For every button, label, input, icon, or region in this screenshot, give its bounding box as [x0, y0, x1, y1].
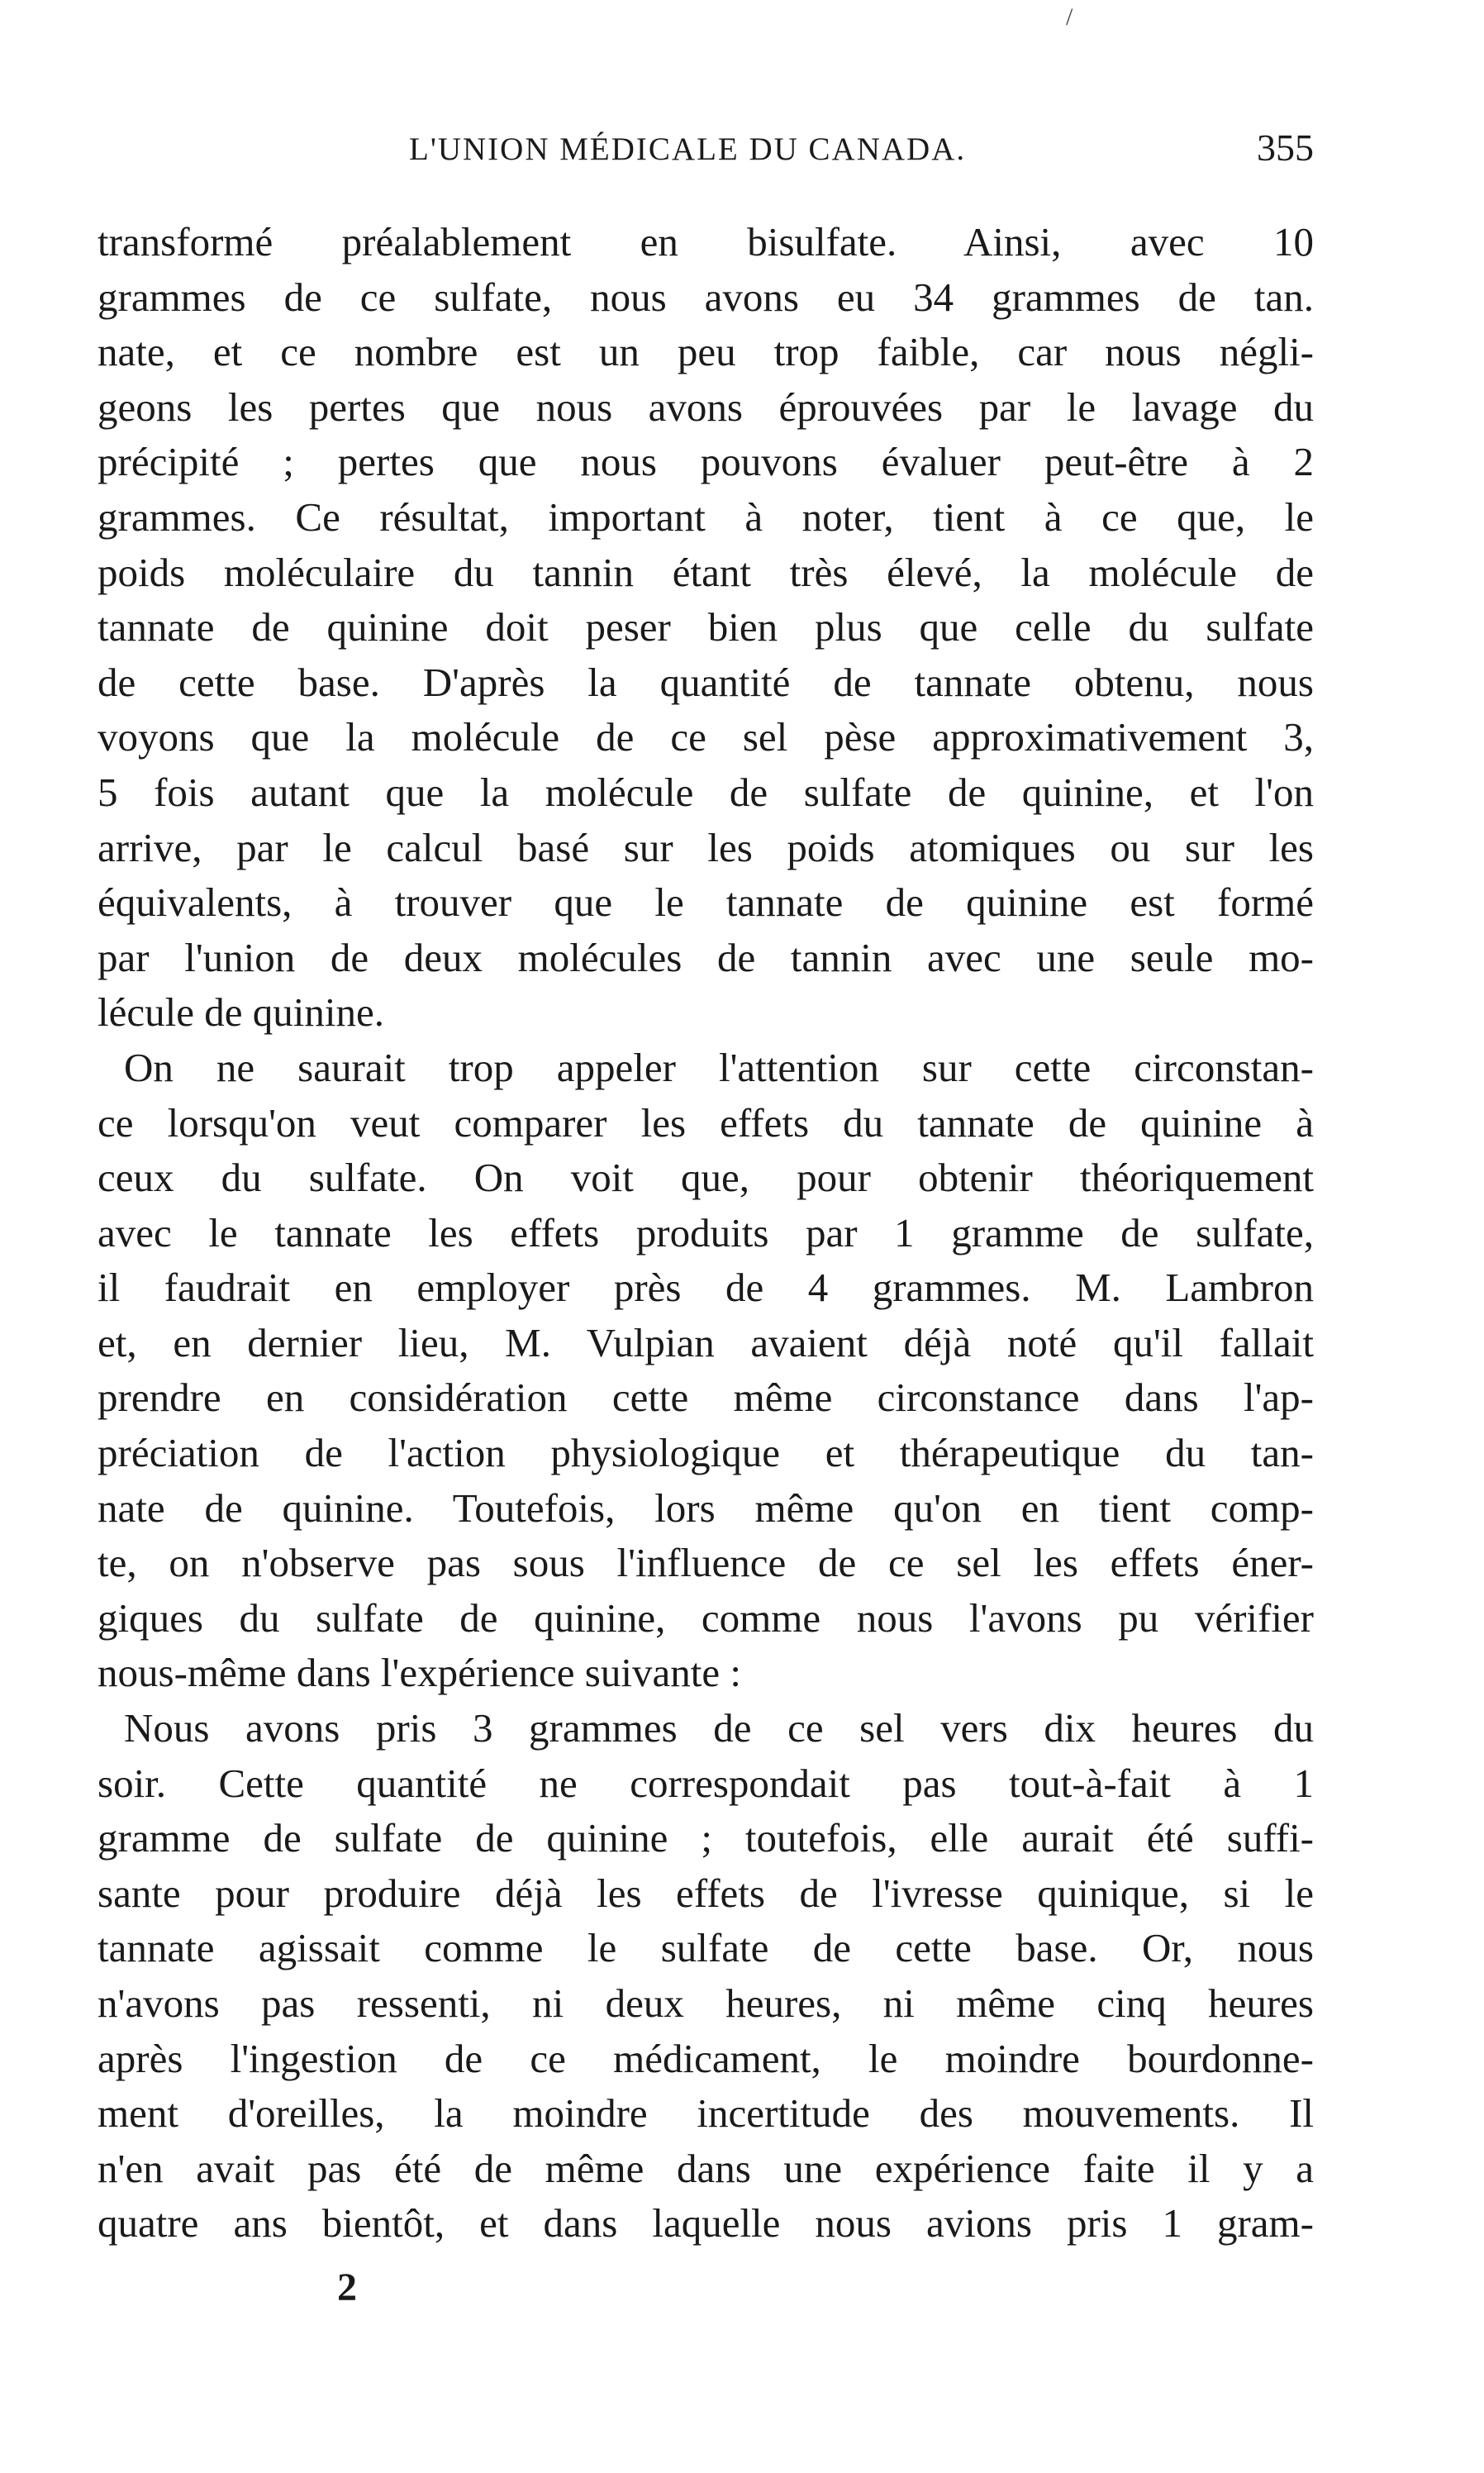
- text-line: avec le tannate les effets produits par 1 gramme de sulfate,: [98, 1209, 1314, 1256]
- text-line: équivalents, à trouver que le tannate de quinine est formé: [98, 879, 1314, 926]
- text-line: arrive, par le calcul basé sur les poids atomiques ou sur les: [98, 824, 1314, 870]
- text-line: préciation de l'action physiologique et thérapeutique du tan-: [98, 1430, 1314, 1476]
- text-line: n'avons pas ressenti, ni deux heures, ni même cinq heures: [98, 1980, 1314, 2026]
- text-line: poids moléculaire du tannin étant très élevé, la molécule de: [98, 549, 1314, 595]
- text-line: précipité ; pertes que nous pouvons évaluer peut-être à 2: [98, 439, 1314, 485]
- running-title: L'UNION MÉDICALE DU CANADA.: [409, 131, 967, 167]
- text-line: soir. Cette quantité ne correspondait pas tout-à-fait à 1: [98, 1760, 1314, 1806]
- text-line: prendre en considération cette même circonstance dans l'ap-: [98, 1375, 1314, 1421]
- scan-speck: /: [1066, 3, 1073, 31]
- text-line: quatre ans bientôt, et dans laquelle nous avions pris 1 gram-: [98, 2200, 1314, 2247]
- text-line: ceux du sulfate. On voit que, pour obtenir théoriquement: [98, 1155, 1314, 1201]
- text-line: ce lorsqu'on veut comparer les effets du tannate de quinine à: [98, 1099, 1314, 1146]
- signature-mark: 2: [337, 2266, 357, 2309]
- text-line: par l'union de deux molécules de tannin avec une seule mo-: [98, 934, 1314, 980]
- body-text: [98, 215, 1314, 2251]
- text-line: nate de quinine. Toutefois, lors même qu'on en tient comp-: [98, 1484, 1314, 1531]
- text-line: ment d'oreilles, la moindre incertitude des mouvements. Il: [98, 2090, 1314, 2137]
- text-line: 5 fois autant que la molécule de sulfate de quinine, et l'on: [98, 769, 1314, 815]
- text-line: lécule de quinine.: [98, 989, 384, 1036]
- text-line: transformé préalablement en bisulfate. Ainsi, avec 10: [98, 219, 1314, 264]
- text-line: tannate de quinine doit peser bien plus que celle du sulfate: [98, 604, 1314, 650]
- text-line: de cette base. D'après la quantité de tannate obtenu, nous: [98, 659, 1314, 705]
- text-line: après l'ingestion de ce médicament, le moindre bourdonne-: [98, 2035, 1314, 2081]
- text-line: geons les pertes que nous avons éprouvées par le lavage du: [98, 384, 1314, 430]
- text-line: gramme de sulfate de quinine ; toutefois, elle aurait été suffi-: [98, 1815, 1314, 1861]
- text-line: te, on n'observe pas sous l'influence de ce sel les effets éner-: [98, 1540, 1314, 1586]
- text-line: voyons que la molécule de ce sel pèse approximativement 3,: [98, 714, 1314, 760]
- page-number: 355: [1257, 126, 1314, 169]
- text-line: n'en avait pas été de même dans une expérience faite il y a: [98, 2145, 1314, 2191]
- text-line: grammes. Ce résultat, important à noter, tient à ce que, le: [98, 493, 1314, 540]
- text-line: sante pour produire déjà les effets de l'ivresse quinique, si le: [98, 1870, 1314, 1916]
- text-line: nous-même dans l'expérience suivante :: [98, 1650, 741, 1696]
- text-line: tannate agissait comme le sulfate de cette base. Or, nous: [98, 1925, 1314, 1971]
- text-line: giques du sulfate de quinine, comme nous l'avons pu vérifier: [98, 1594, 1314, 1641]
- text-line: On ne saurait trop appeler l'attention sur cette circonstan-: [124, 1044, 1314, 1090]
- text-line: il faudrait en employer près de 4 grammes. M. Lambron: [98, 1265, 1314, 1311]
- text-line: et, en dernier lieu, M. Vulpian avaient déjà noté qu'il fallait: [98, 1319, 1314, 1365]
- text-line: Nous avons pris 3 grammes de ce sel vers dix heures du: [124, 1705, 1314, 1751]
- page-header: [99, 126, 1314, 180]
- text-line: nate, et ce nombre est un peu trop faible, car nous négli-: [98, 329, 1314, 375]
- text-line: grammes de ce sulfate, nous avons eu 34 grammes de tan.: [98, 274, 1314, 320]
